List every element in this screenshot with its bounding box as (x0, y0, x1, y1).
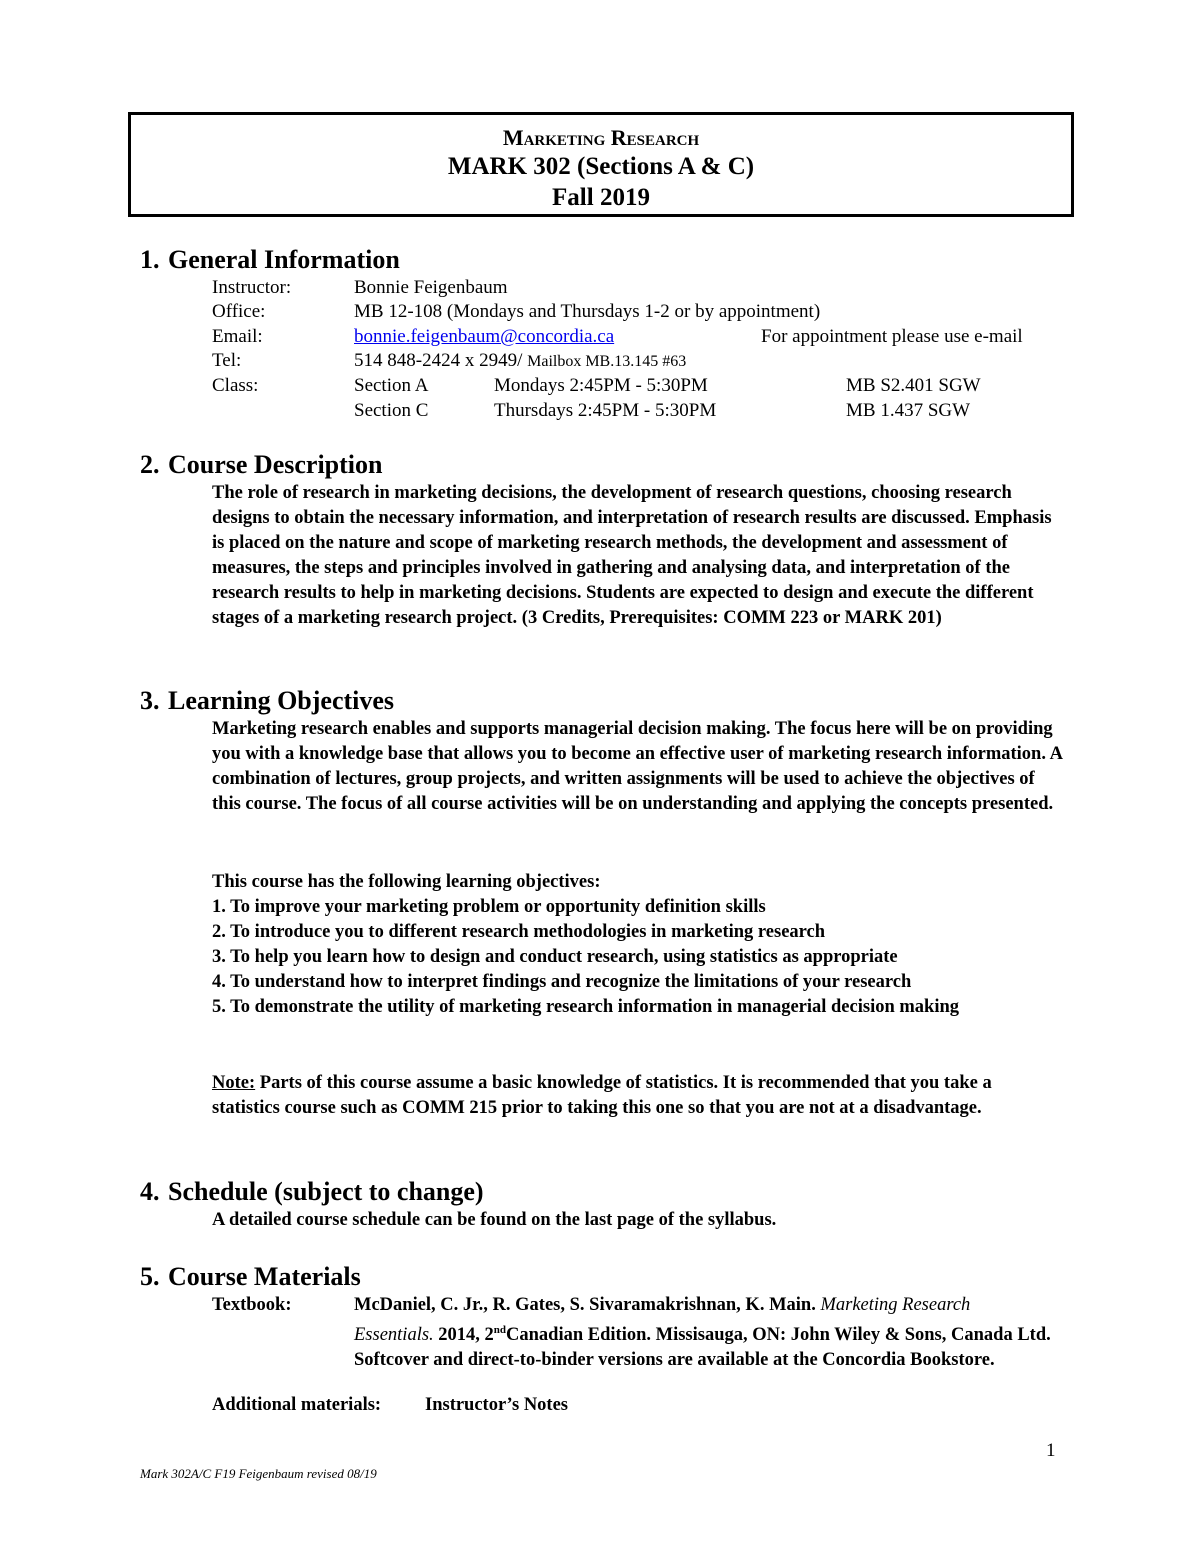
objective-item: 5. To demonstrate the utility of marketing research information in managerial decision making (212, 997, 960, 1017)
objectives-list-intro: This course has the following learning objectives: (212, 872, 601, 892)
section-heading-description: 2. Course Description (140, 450, 383, 479)
email-link[interactable]: bonnie.feigenbaum@concordia.ca (354, 326, 615, 347)
info-class-label: Class: (212, 375, 259, 396)
document-title: Marketing Research (502, 125, 700, 150)
objective-item: 3. To help you learn how to design and conduct research, using statistics as appropriate (212, 947, 898, 967)
info-office: MB 12-108 (Mondays and Thursdays 1-2 or by appointment) (354, 301, 821, 322)
title-box (128, 112, 1074, 217)
additional-materials: Instructor’s Notes (425, 1395, 568, 1415)
section-heading-materials: 5. Course Materials (140, 1262, 361, 1291)
note-label: Note: (212, 1073, 256, 1093)
section-heading-general: 1. General Information (140, 245, 400, 274)
footer-text: Mark 302A/C F19 Feigenbaum revised 08/19 (140, 1466, 377, 1481)
class-room-c: MB 1.437 SGW (846, 400, 971, 421)
info-email-note: For appointment please use e-mail (761, 326, 1023, 347)
info-mailbox: Mailbox MB.13.145 #63 (527, 353, 687, 370)
note-text: Parts of this course assume a basic knowledge of statistics. It is recommended that you take a statistics course such as COMM 215 prior to taking this one so that you are not at a disadvantage. (212, 1073, 992, 1118)
info-office-label: Office: (212, 301, 266, 322)
textbook-citation: McDaniel, C. Jr., R. Gates, S. Sivaramakrishnan, K. Main. Marketing Research Essentials. 2014, 2ndCanadian Edition. Missisauga, ON: John Wiley & Sons, Canada Ltd. Softcover and direct-to-binder versions are available at the Concordia Bookstore. (354, 1295, 1051, 1371)
info-instructor: Bonnie Feigenbaum (354, 277, 508, 298)
info-tel: 514 848-2424 x 2949/ Mailbox MB.13.145 #63 (354, 350, 687, 371)
class-section-c: Section C (354, 400, 429, 421)
course-term: Fall 2019 (552, 184, 650, 211)
schedule-text: A detailed course schedule can be found on the last page of the syllabus. (212, 1210, 777, 1230)
objectives-intro: Marketing research enables and supports managerial decision making. The focus here will be on providing you with a knowledge base that allows you to become an effective user of marketing research information. A combination of lectures, group projects, and written assignments will be used to achieve the objectives of this course. The focus of all course activities will be on understanding and applying the concepts presented. (212, 719, 1062, 814)
class-room-a: MB S2.401 SGW (846, 375, 981, 396)
course-description: The role of research in marketing decisions, the development of research questions, choosing research designs to obtain the necessary information, and interpretation of research results are discussed. Emphasis is placed on the nature and scope of marketing research methods, the development and assessment of measures, the steps and principles involved in gathering and analysing data, and interpretation of the research results to help in marketing decisions. Students are expected to design and execute the different stages of a marketing research project. (3 Credits, Prerequisites: COMM 223 or MARK 201) (212, 483, 1052, 628)
info-instructor-label: Instructor: (212, 277, 292, 298)
info-tel-label: Tel: (212, 350, 242, 371)
info-email-label: Email: (212, 326, 263, 347)
objectives-list (212, 870, 1062, 1020)
objective-item: 1. To improve your marketing problem or opportunity definition skills (212, 897, 766, 917)
section-heading-schedule: 4. Schedule (subject to change) (140, 1177, 484, 1206)
objectives-note (212, 1071, 1062, 1121)
course-code: MARK 302 (Sections A & C) (447, 153, 755, 180)
class-time-c: Thursdays 2:45PM - 5:30PM (494, 400, 717, 421)
section-heading-objectives: 3. Learning Objectives (140, 686, 395, 715)
additional-label: Additional materials: (212, 1395, 382, 1415)
textbook-title: Marketing Research Essentials. (354, 1295, 971, 1346)
objective-item: 2. To introduce you to different research methodologies in marketing research (212, 922, 826, 942)
class-section-a: Section A (354, 375, 429, 396)
objective-item: 4. To understand how to interpret findings and recognize the limitations of your research (212, 972, 912, 992)
class-time-a: Mondays 2:45PM - 5:30PM (494, 375, 708, 396)
textbook-label: Textbook: (212, 1295, 292, 1315)
page-number: 1 (1046, 1440, 1056, 1461)
